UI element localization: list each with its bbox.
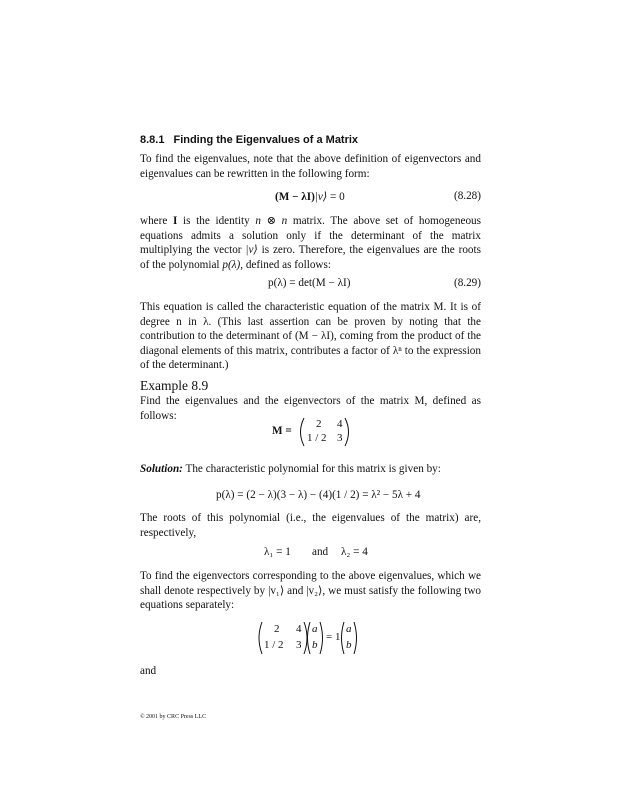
solution-label: Solution: [140,463,183,475]
section-title: Finding the Eigenvalues of a Matrix [173,134,359,146]
root-2: λ₂ = 4 [341,546,368,558]
paragraph-characteristic: This equation is called the characteristic equation of the matrix M. It is of degree n in λ. (This last assertion can be proven by noting that the contribution to the determinant of (M − λI), coming from the product of the diagonal elements of this matrix, contributes a factor of λⁿ to the expression of the determinant.) [140,301,481,371]
matrix-m-cell: 2 [316,418,322,430]
p2-ket: |v⟩ [245,244,258,256]
p2-end: , defined as follows: [240,258,331,271]
matrix-m-label: M = [272,425,292,437]
and-word: and [140,665,157,677]
equation-number-8-28: (8.28) [453,190,481,202]
paragraph-intro: To find the eigenvalues, note that the above definition of eigenvectors and eigenvalues can be rewritten in the following form: [140,153,481,180]
eigen-matrix-cell: 4 [296,623,302,635]
polynomial-body: p(λ) = (2 − λ)(3 − λ) − (4)(1 / 2) = λ² − 5λ + 4 [216,489,421,501]
eigen-matrix-cell: 1 / 2 [264,639,284,651]
p2-pre: where [140,215,173,227]
section-number: 8.8.1 [140,134,165,146]
p2-poly: p(λ) [222,258,241,271]
section-heading [140,134,358,146]
solution-paragraph [140,462,481,477]
paragraph-homogeneous [140,214,481,272]
eigen-vector-cell: b [312,639,318,651]
eq828-ket: |v⟩ [314,191,328,203]
solution-text: The characteristic polynomial for this matrix is given by: [182,463,441,475]
p2-dims: n ⊗ n [255,215,288,227]
matrix-m [272,416,352,448]
copyright-footer: © 2001 by CRC Press LLC [140,714,207,720]
eigen-rhs-cell: a [346,623,352,635]
equation-polynomial [140,489,481,507]
eq829-body: p(λ) = det(M − λI) [268,277,351,289]
equation-8-28 [140,190,481,208]
p2-mid3: is zero. Therefore, the eigenvalues are the roots of the polynomial [140,244,481,271]
root-1: λ₁ = 1 [264,546,291,558]
equation-roots [140,546,481,564]
eigen-rhs-cell: b [346,639,352,651]
matrix-m-cell: 3 [337,432,343,444]
eigen-vector-cell: a [312,623,318,635]
example-statement: Find the eigenvalues and the eigenvectors of the matrix M, defined as follows: [140,395,481,422]
eq828-rhs: = 0 [330,191,345,203]
eigen-equation [258,620,368,656]
eigen-eq-scalar: = 1 [326,631,341,643]
p2-identity: I [173,215,178,227]
matrix-m-cell: 4 [337,418,343,430]
paragraph-eigenvectors: To find the eigenvectors corresponding to the above eigenvalues, which we shall denote respectively by |v₁⟩ and |v₂⟩, we must satisfy the following two equations separately: [140,570,481,611]
matrix-m-cell: 1 / 2 [307,432,327,444]
eigen-matrix-cell: 3 [296,639,302,651]
roots-and: and [312,546,329,558]
p2-mid2: matrix. The above set of homogeneous equations admits a solution only if the determinant of the matrix multiplying the vector [140,215,481,256]
p2-mid1: is the identity [177,215,256,227]
eigen-matrix-cell: 2 [274,623,280,635]
paragraph-roots: The roots of this polynomial (i.e., the eigenvalues of the matrix) are, respectively, [140,512,481,539]
eq828-lhs: (M − λI) [275,191,315,203]
example-heading: Example 8.9 [140,378,209,393]
equation-number-8-29: (8.29) [453,277,481,289]
equation-8-29 [140,277,481,295]
